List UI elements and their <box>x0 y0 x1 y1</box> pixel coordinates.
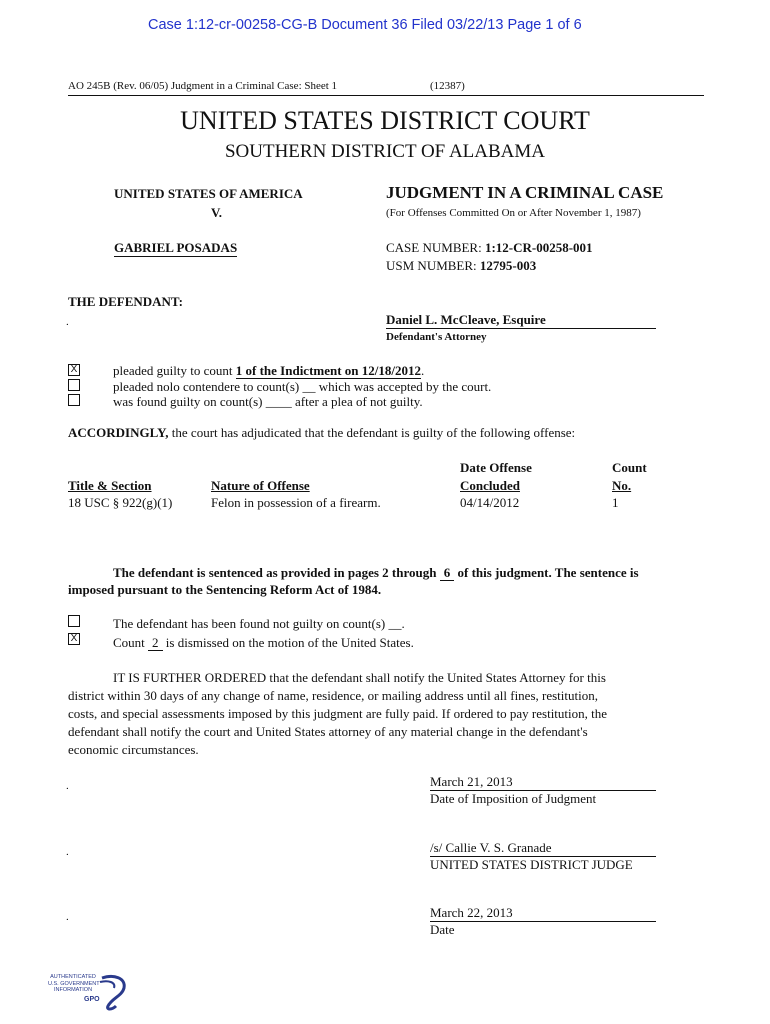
gpo-line-2: U.S. GOVERNMENT <box>48 980 100 987</box>
judge-signature: /s/ Callie V. S. Granade <box>430 840 656 857</box>
gpo-mark: GPO <box>84 996 100 1003</box>
judgment-title: JUDGMENT IN A CRIMINAL CASE <box>386 183 664 202</box>
gpo-line-3: INFORMATION <box>53 987 93 993</box>
table-row-title-section: 18 USC § 922(g)(1) <box>68 495 173 510</box>
sentence-line-1: The defendant is sentenced as provided in pages 2 through 6 of this judgment. The sentence is <box>113 565 639 580</box>
plea-checkbox-found-guilty[interactable] <box>68 394 80 406</box>
court-name: UNITED STATES DISTRICT COURT <box>180 106 590 135</box>
plea-guilty-text: pleaded guilty to count 1 of the Indictment on 12/18/2012. <box>113 363 425 378</box>
imposition-date-label: Date of Imposition of Judgment <box>430 791 597 806</box>
further-order-line-2: district within 30 days of any change of name, residence, or mailing address until all fines, restitution, <box>68 688 598 703</box>
further-order-line-4: defendant shall notify the court and United States attorney of any material change in the defendant's <box>68 724 588 739</box>
header-rule <box>68 95 704 96</box>
plaintiff-name: UNITED STATES OF AMERICA <box>114 186 303 201</box>
defendant-heading: THE DEFENDANT: <box>68 294 183 309</box>
judgment-subtitle: (For Offenses Committed On or After November 1, 1987) <box>386 207 641 219</box>
usm-number-value: 12795-003 <box>479 258 537 273</box>
court-district: SOUTHERN DISTRICT OF ALABAMA <box>224 141 546 162</box>
versus-label: V. <box>211 205 222 220</box>
imposition-date: March 21, 2013 <box>430 774 656 791</box>
signature-dot-1: . <box>66 780 69 792</box>
header-date-2: Concluded <box>460 478 520 493</box>
plea-checkbox-nolo[interactable] <box>68 379 80 391</box>
signature-dot-2: . <box>66 846 69 858</box>
case-number-value: 1:12-CR-00258-001 <box>484 240 593 255</box>
header-title-section: Title & Section <box>68 478 152 493</box>
form-number: AO 245B (Rev. 06/05) Judgment in a Criminal Case: Sheet 1 <box>68 80 338 92</box>
sentence-line-2: imposed pursuant to the Sentencing Reform Act of 1984. <box>68 582 382 597</box>
header-date-1: Date Offense <box>460 460 532 475</box>
table-row-nature: Felon in possession of a firearm. <box>211 495 381 510</box>
usm-number <box>386 258 536 274</box>
signed-date-label: Date <box>430 922 455 937</box>
further-order-line-1: IT IS FURTHER ORDERED that the defendant shall notify the United States Attorney for this <box>113 670 606 685</box>
not-guilty-text: The defendant has been found not guilty on count(s) __. <box>113 616 405 631</box>
not-guilty-checkbox[interactable] <box>68 615 80 627</box>
signed-date: March 22, 2013 <box>430 905 656 922</box>
table-row-count: 1 <box>612 495 619 510</box>
gpo-line-1: AUTHENTICATED <box>50 974 96 980</box>
header-count-1: Count <box>612 460 647 475</box>
gpo-authentication-logo <box>42 972 132 1012</box>
further-order-line-3: costs, and special assessments imposed by this judgment are fully paid. If ordered to pay restitution, the <box>68 706 608 721</box>
case-number-label: CASE NUMBER: <box>386 240 482 255</box>
case-number <box>386 240 593 256</box>
dismissed-text: Count 2 is dismissed on the motion of the United States. <box>113 635 414 650</box>
defendant-dot: . <box>66 316 69 328</box>
attorney-name: Daniel L. McCleave, Esquire <box>386 312 656 329</box>
table-row-date: 04/14/2012 <box>460 495 520 510</box>
form-code: (12387) <box>430 80 465 92</box>
further-order-line-5: economic circumstances. <box>68 742 199 757</box>
dismissed-checkbox[interactable]: X <box>68 633 80 645</box>
filing-stamp: Case 1:12-cr-00258-CG-B Document 36 Filed 03/22/13 Page 1 of 6 <box>148 17 582 33</box>
usm-number-label: USM NUMBER: <box>386 258 477 273</box>
plea-checkbox-guilty[interactable]: X <box>68 364 80 376</box>
attorney-role: Defendant's Attorney <box>386 331 487 343</box>
plea-nolo-text: pleaded nolo contendere to count(s) __ which was accepted by the court. <box>113 379 492 394</box>
signature-dot-3: . <box>66 911 69 923</box>
judge-title: UNITED STATES DISTRICT JUDGE <box>430 857 633 872</box>
accordingly-text: ACCORDINGLY, the court has adjudicated that the defendant is guilty of the following offense: <box>68 425 576 440</box>
defendant-name: GABRIEL POSADAS <box>114 240 238 255</box>
header-count-2: No. <box>612 478 632 493</box>
header-nature: Nature of Offense <box>211 478 310 493</box>
plea-found-guilty-text: was found guilty on count(s) ____ after a plea of not guilty. <box>113 394 423 409</box>
